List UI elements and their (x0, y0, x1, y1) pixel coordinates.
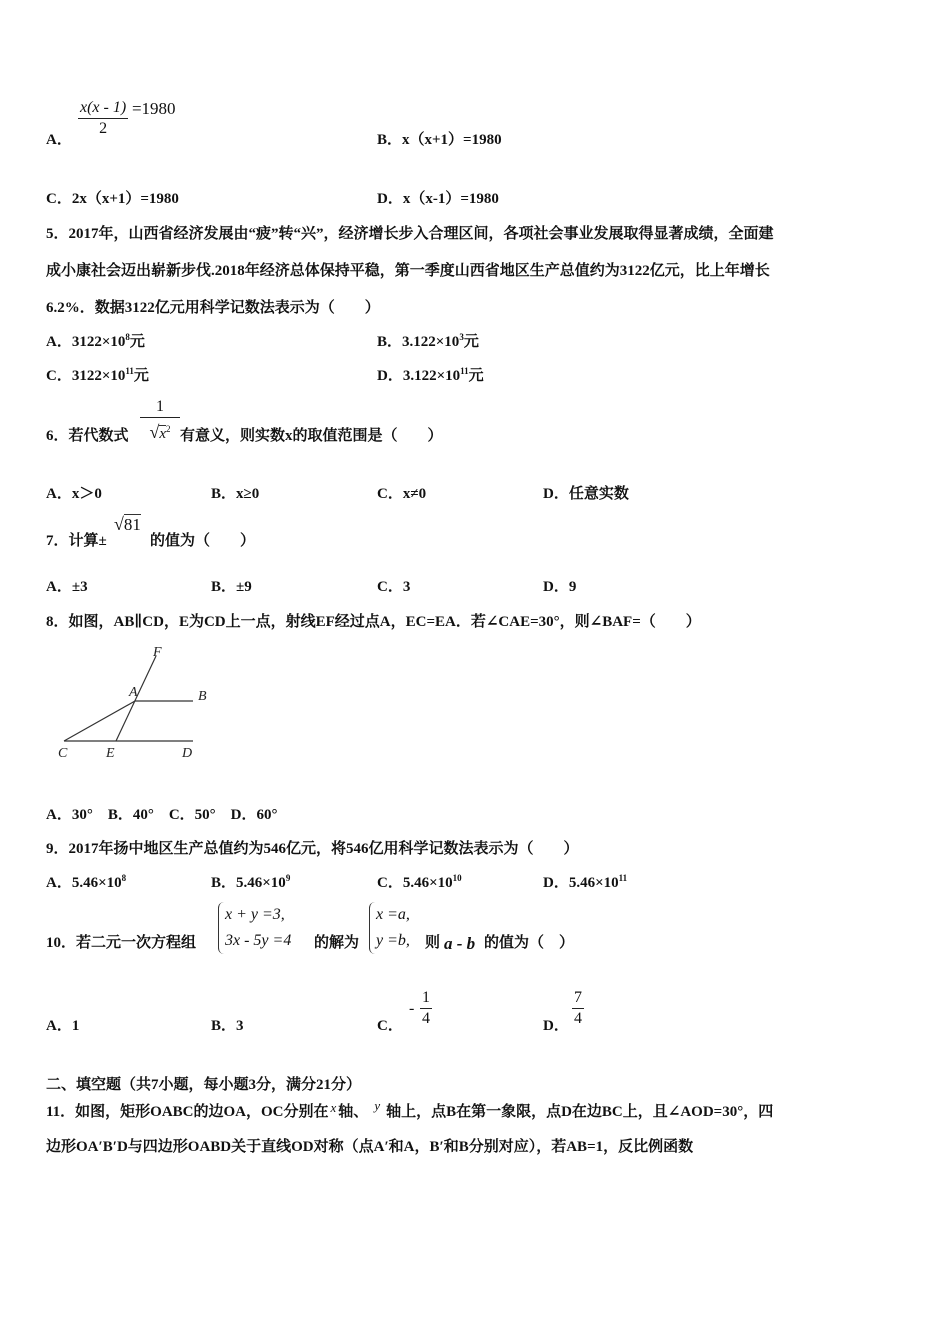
q10-expression: a - b (444, 934, 476, 953)
q5-stem-line2: 成小康社会迈出崭新步伐.2018年经济总体保持平稳，第一季度山西省地区生产总值约为3122亿元，比上年增长 (46, 263, 770, 279)
q9-option-c (377, 871, 462, 892)
q9-option-a (46, 871, 126, 892)
q6-fraction-numerator: 1 (140, 397, 180, 418)
section-2-heading: 二、填空题（共7小题，每小题3分，满分21分） (46, 1077, 362, 1093)
q11-line1-part-c: 轴上，点B在第一象限，点D在边BC上，且∠AOD=30°，四 (386, 1104, 774, 1120)
q10-option-d-label: D． (543, 1018, 569, 1034)
q10-option-d-numerator: 7 (572, 988, 584, 1009)
q8-figure (52, 640, 222, 765)
radical-sign-icon: √ (114, 514, 124, 534)
q10-equation-system (218, 902, 291, 954)
q4-option-d: D．x（x-1）=1980 (377, 191, 499, 207)
q10-suffix: 的值为（ ） (484, 935, 575, 951)
q5-option-a-exponent: 8 (125, 332, 130, 342)
radical-sign-icon: √ (149, 422, 160, 442)
q11-line2: 边形OA′B′D与四边形OABD关于直线OD对称（点A′和A，B′和B分别对应），若AB=1，反比例函数 (46, 1139, 694, 1155)
q4-option-b: B．x（x+1）=1980 (377, 132, 502, 148)
q5-option-b-exponent: 3 (459, 332, 464, 342)
q10-option-d-denominator: 4 (574, 1010, 582, 1027)
q11-line1-part-b: 轴、 (338, 1104, 369, 1120)
q11-line1 (46, 1098, 773, 1121)
q9-option-c-base: C．5.46×10 (377, 875, 453, 891)
q11-line1-part-a: 11．如图，矩形OABC的边OA，OC分别在 (46, 1104, 329, 1120)
q10-option-a: A．1 (46, 1018, 80, 1034)
q6-prefix: 6．若代数式 (46, 428, 129, 444)
q6-fraction (140, 397, 180, 445)
q10-solution-system (369, 902, 410, 954)
q5-option-b-base: B．3.122×10 (377, 334, 460, 350)
q8-options: A．30° B．40° C．50° D．60° (46, 807, 278, 823)
q7-option-c: C．3 (377, 579, 411, 595)
q4-option-a (46, 128, 72, 149)
q10-option-b: B．3 (211, 1018, 244, 1034)
q7-option-d: D．9 (543, 579, 577, 595)
q5-option-c (46, 364, 149, 385)
q6-radicand: x (159, 426, 167, 442)
label-c: C (58, 746, 68, 761)
q7-option-b: B．±9 (211, 579, 252, 595)
q5-option-c-exponent: 11 (125, 366, 134, 376)
q9-option-d (543, 871, 627, 892)
q9-option-a-exponent: 8 (121, 873, 127, 883)
q9-option-d-exponent: 11 (618, 873, 628, 883)
q9-option-b-base: B．5.46×10 (211, 875, 286, 891)
q4-option-a-fraction (78, 98, 128, 139)
q10-solution-2: y =b, (376, 932, 410, 949)
q10-option-c-denominator: 4 (422, 1010, 430, 1027)
q6-option-a: A．x＞0 (46, 486, 102, 502)
q4-option-a-numerator: x(x - 1) (78, 98, 128, 119)
label-d: D (182, 746, 193, 761)
q9-stem: 9．2017年扬中地区生产总值约为546亿元，将546亿用科学记数法表示为（ ） (46, 841, 579, 857)
q10-equation-2: 3x - 5y =4 (225, 932, 292, 949)
label-b: B (198, 689, 207, 704)
q10-option-c-sign: - (409, 1000, 415, 1017)
q5-option-b-unit: 元 (463, 334, 479, 350)
q10-system-brace (218, 902, 291, 954)
q10-option-d-fraction (572, 988, 584, 1029)
q4-option-c: C．2x（x+1）=1980 (46, 191, 179, 207)
segment-ca (64, 701, 135, 741)
q11-x-axis-symbol: x (330, 1100, 337, 1115)
q6-suffix: 有意义，则实数x的取值范围是（ ） (180, 428, 443, 444)
q4-option-a-denominator: 2 (99, 120, 108, 137)
q5-option-c-base: C．3122×10 (46, 368, 126, 384)
q6-radicand-exponent: 2 (166, 424, 171, 434)
q5-option-d (377, 364, 484, 385)
q7-root (114, 514, 141, 535)
q9-option-b-exponent: 9 (285, 873, 291, 883)
label-a: A (129, 685, 138, 700)
q9-option-c-exponent: 10 (452, 873, 462, 883)
q6-fraction-denominator (140, 418, 180, 445)
q10-option-c-label: C． (377, 1018, 403, 1034)
q5-option-c-unit: 元 (133, 368, 149, 384)
q5-option-a-base: A．3122×10 (46, 334, 126, 350)
q7-prefix: 7．计算± (46, 533, 107, 549)
q10-then: 则 (425, 935, 441, 951)
q9-option-d-base: D．5.46×10 (543, 875, 619, 891)
q6-option-c: C．x≠0 (377, 486, 427, 502)
q11-y-axis-symbol: y (374, 1098, 381, 1113)
q6-option-b: B．x≥0 (211, 486, 260, 502)
q9-option-a-base: A．5.46×10 (46, 875, 122, 891)
q9-option-b (211, 871, 290, 892)
q5-option-d-base: D．3.122×10 (377, 368, 461, 384)
q7-option-a: A．±3 (46, 579, 88, 595)
q5-stem-line3: 6.2%．数据3122亿元用科学记数法表示为（ ） (46, 300, 380, 316)
label-e: E (106, 746, 115, 761)
q5-option-a-unit: 元 (129, 334, 145, 350)
q10-option-c-numerator: 1 (420, 988, 432, 1009)
q7-radicand: 81 (123, 515, 141, 534)
q7-suffix: 的值为（ ） (150, 533, 256, 549)
q5-option-d-unit: 元 (468, 368, 484, 384)
q5-option-d-exponent: 11 (460, 366, 469, 376)
q5-option-b (377, 330, 479, 351)
q5-stem-line1: 5．2017年，山西省经济发展由“疲”转“兴”，经济增长步入合理区间，各项社会事业发展取得显著成绩，全面建 (46, 226, 774, 242)
q4-option-a-rhs: =1980 (131, 98, 176, 118)
label-f: F (153, 645, 162, 660)
q6-option-d: D．任意实数 (543, 486, 629, 502)
q10-mid: 的解为 (314, 935, 360, 951)
q4-option-a-label: A． (46, 132, 72, 148)
q5-option-a (46, 330, 145, 351)
q10-solution-1: x =a, (376, 906, 410, 923)
q10-solution-brace (369, 902, 410, 954)
q8-stem: 8．如图，AB∥CD，E为CD上一点，射线EF经过点A，EC=EA．若∠CAE=30°，则∠BAF=（ ） (46, 614, 701, 630)
q10-equation-1: x + y =3, (225, 906, 285, 923)
q10-option-c-fraction (420, 988, 432, 1029)
q4-option-a-equation (78, 98, 176, 139)
q10-prefix: 10．若二元一次方程组 (46, 935, 197, 951)
